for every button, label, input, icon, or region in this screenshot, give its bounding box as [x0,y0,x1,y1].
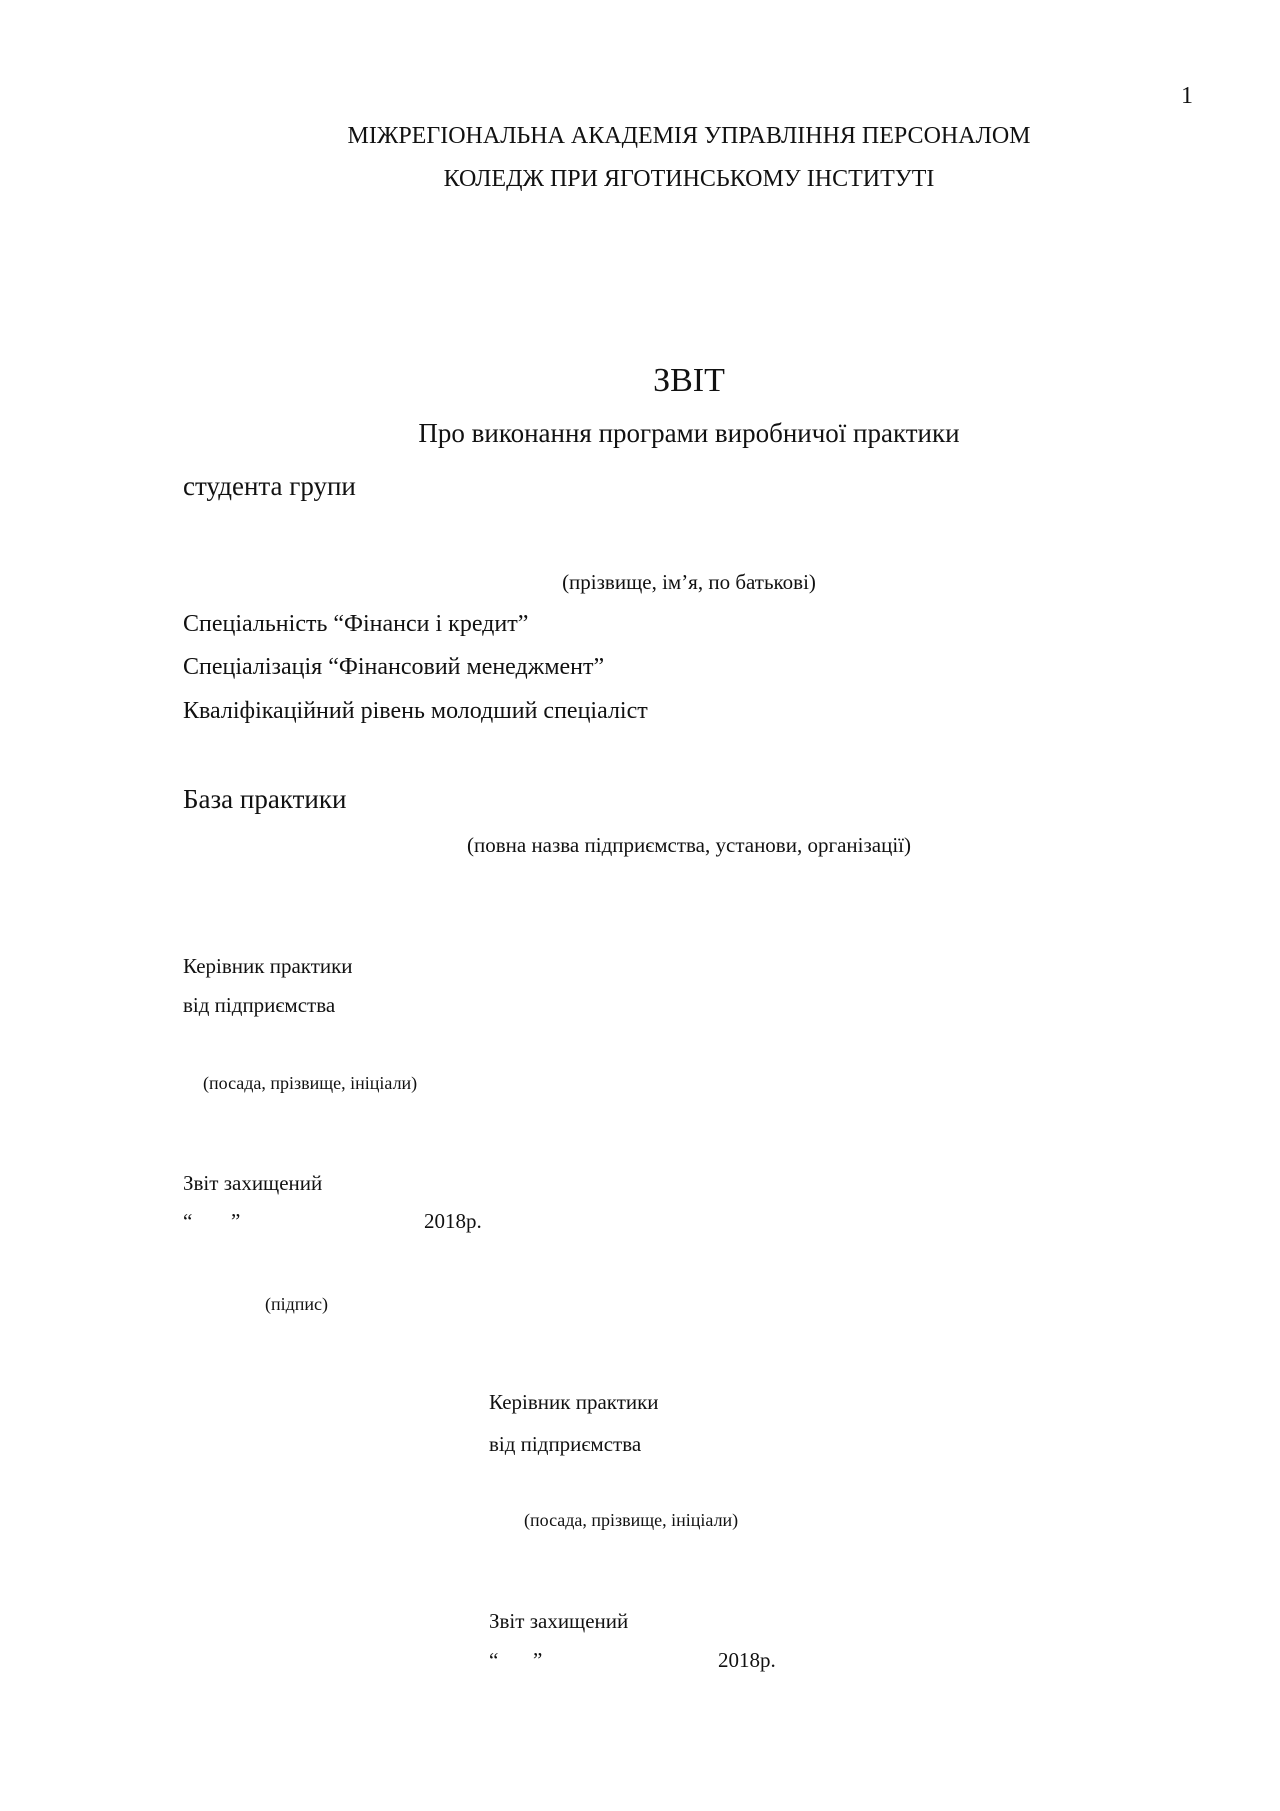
supervisor-1-close-quote: ” [231,1209,241,1233]
name-hint: (прізвище, ім’я, по батькові) [562,570,816,594]
supervisor-2-line2: від підприємства [489,1432,642,1456]
supervisor-2-line1: Керівник практики [489,1390,659,1414]
practice-base-hint: (повна назва підприємства, установи, організації) [466,833,911,857]
supervisor-1-year: 2018р. [424,1209,482,1233]
supervisor-2-year: 2018р. [718,1648,776,1672]
supervisor-1-open-quote: “ [183,1209,193,1233]
academy-name: МІЖРЕГІОНАЛЬНА АКАДЕМІЯ УПРАВЛІННЯ ПЕРСОНАЛОМ [347,123,1031,149]
supervisor-1-line2: від підприємства [183,993,336,1017]
page-number: 1 [1181,83,1193,109]
supervisor-1-defended: Звіт захищений [183,1171,323,1195]
student-group-label: студента групи [183,471,356,501]
specialization: Спеціалізація “Фінансовий менеджмент” [183,654,605,680]
supervisor-2-close-quote: ” [533,1648,543,1672]
qualification: Кваліфікаційний рівень молодший спеціаліст [183,698,648,724]
supervisor-2-open-quote: “ [489,1648,499,1672]
signature-hint: (підпис) [265,1294,329,1314]
specialty: Спеціальність “Фінанси і кредит” [183,611,529,637]
college-name: КОЛЕДЖ ПРИ ЯГОТИНСЬКОМУ ІНСТИТУТІ [443,166,935,192]
supervisor-2-defended: Звіт захищений [489,1609,629,1633]
report-title: ЗВІТ [653,362,725,399]
practice-base-label: База практики [183,784,347,814]
supervisor-2-hint: (посада, прізвище, ініціали) [524,1510,739,1530]
supervisor-1-hint: (посада, прізвище, ініціали) [203,1073,418,1093]
report-subtitle: Про виконання програми виробничої практики [418,418,960,448]
supervisor-1-line1: Керівник практики [183,954,353,978]
